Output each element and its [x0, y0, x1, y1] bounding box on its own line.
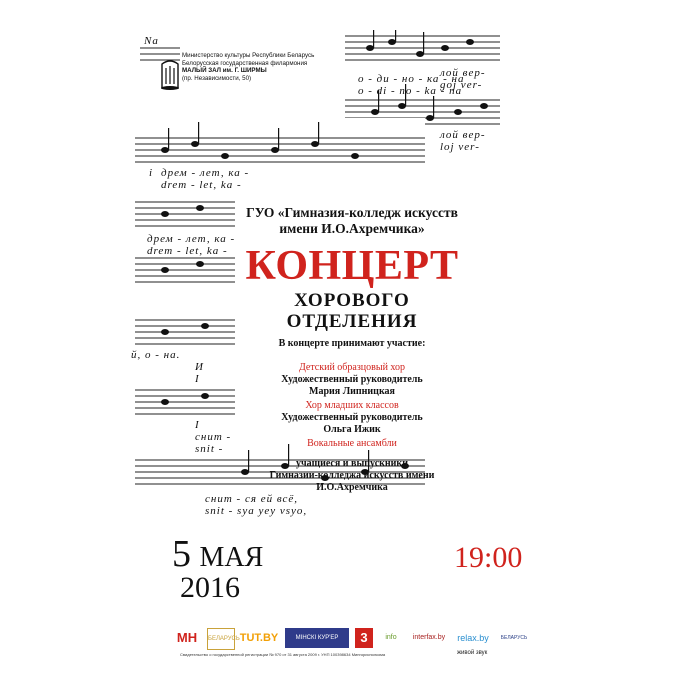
organizer-line-3: МАЛЫЙ ЗАЛ им. Г. ШИРМЫ	[182, 67, 267, 75]
performers-line-3: И.О.Ахремчика	[316, 482, 388, 493]
legal-text: Свидетельство о государственной регистрации № 970 от 31 августа 2009 г. УНП 100398634 Мингорисполкома	[180, 652, 386, 657]
group-name: Хор младших классов	[305, 400, 399, 411]
concert-title: КОНЦЕРТ	[245, 243, 459, 289]
philharmonic-logo-icon	[158, 56, 182, 92]
sponsor-logo-philharmonic: БЕЛАРУСЬ	[500, 635, 528, 641]
lyric-13: И	[195, 361, 204, 373]
participants-heading: В концерте принимают участие:	[278, 338, 426, 349]
sponsor-logo-info: info	[385, 634, 397, 641]
lyric-17: snit -	[195, 443, 224, 455]
performers-line-1: учащиеся и выпускники	[296, 458, 408, 469]
lyric-5: лой вер-	[440, 129, 486, 141]
lyric-3: о - ди - но - ка - на	[358, 73, 465, 85]
organizer-info	[182, 52, 322, 82]
organizer-line-1: Министерство культуры Республики Беларусь	[182, 52, 315, 59]
lyric-16: снит -	[195, 431, 232, 443]
group-person: Мария Липницкая	[309, 386, 395, 397]
organizer-line-2: Белорусская государственная филармония	[182, 59, 308, 67]
sponsor-logo-tutby: TUT.BY	[239, 632, 279, 644]
sponsor-logo-interfax: interfax.by	[412, 634, 446, 641]
sponsor-logo-minsk-courier: МІНСКІ КУР'ЕР	[285, 628, 349, 648]
school-name	[232, 205, 472, 237]
lyric-11: drem - let, ka -	[147, 245, 228, 257]
lyric-10: дрем - лет, ка -	[147, 233, 236, 245]
group-person: Ольга Ижик	[323, 424, 381, 435]
lyric-14: I	[195, 373, 200, 385]
performers-line-2: Гимназии-колледжа искусств имени	[269, 470, 435, 481]
date-day: 5	[172, 533, 191, 575]
group-role: Художественный руководитель	[281, 374, 423, 385]
lyric-4: o - di - no - ka - na	[358, 85, 463, 97]
lyric-8: дрем - лет, ка -	[161, 167, 250, 179]
lyric-2: goj ver-	[440, 79, 483, 91]
date-year: 2016	[180, 571, 240, 604]
school-line-2: имени И.О.Ахремчика»	[279, 221, 425, 236]
lyric-1: лой вер-	[440, 67, 486, 79]
group-1	[232, 362, 472, 398]
lyric-12: й, о - на.	[131, 349, 181, 361]
sponsor-logo-relax: relax.by	[457, 633, 489, 643]
lyric-9: drem - let, ka -	[161, 179, 242, 191]
event-time: 19:00	[454, 541, 523, 574]
performers	[232, 458, 472, 494]
concert-subtitle	[232, 290, 472, 332]
group-3	[232, 438, 472, 450]
group-name: Вокальные ансамбли	[307, 438, 397, 449]
lyric-na: Na	[144, 35, 159, 47]
sponsor-caption: живой звук	[457, 650, 488, 656]
date-month: МАЯ	[199, 542, 264, 573]
subtitle-line-1: ХОРОВОГО	[294, 290, 410, 311]
subtitle-line-2: ОТДЕЛЕНИЯ	[286, 311, 418, 332]
event-date	[172, 533, 264, 576]
lyric-7: i	[149, 167, 154, 179]
organizer-line-4: (пр. Независимости, 50)	[182, 74, 252, 82]
sponsor-logo-mn: МН	[176, 630, 198, 645]
school-line-1: ГУО «Гимназия-колледж искусств	[246, 205, 458, 220]
lyric-19: snit - sya yey vsyo,	[205, 505, 308, 517]
lyric-15: I	[195, 419, 200, 431]
sponsor-logo-belarus: БЕЛАРУСЬ	[207, 628, 235, 650]
sponsor-logo-channel3: 3	[355, 628, 373, 648]
group-role: Художественный руководитель	[281, 412, 423, 423]
group-name: Детский образцовый хор	[298, 362, 406, 373]
group-2	[232, 400, 472, 436]
lyric-6: loj ver-	[440, 141, 480, 153]
lyric-18: снит - ся ей всё,	[205, 493, 298, 505]
